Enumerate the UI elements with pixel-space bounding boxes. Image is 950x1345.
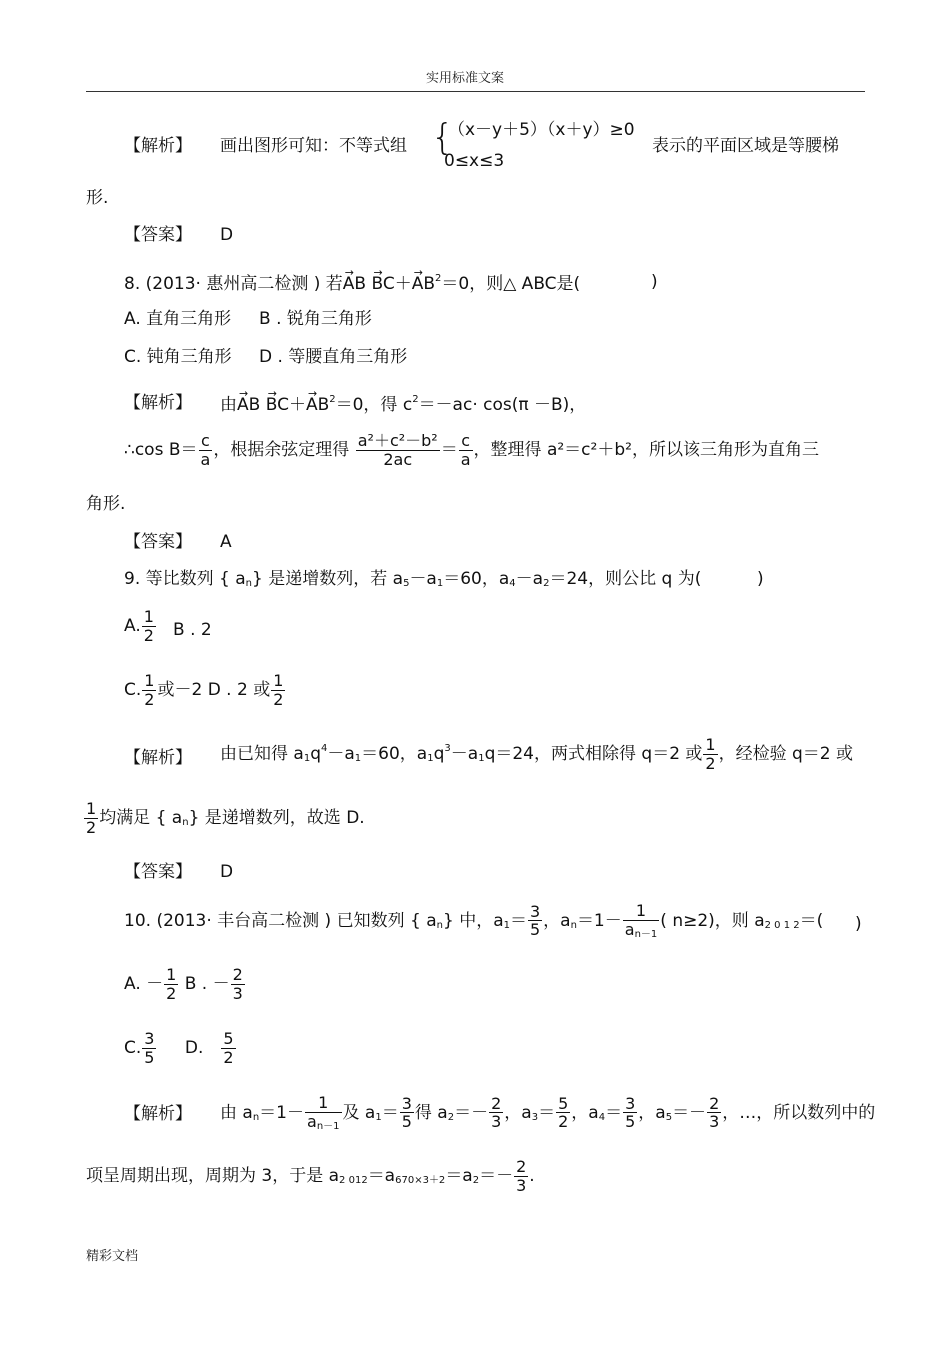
q10-option-d: D. bbox=[184, 1038, 204, 1059]
q9-a2-frac-num: 1 bbox=[86, 799, 97, 818]
q9-a1-m2: －a bbox=[450, 744, 479, 765]
q9-stem-a1: －a bbox=[409, 569, 437, 589]
q10-a2-sub2012: 2 012 bbox=[339, 1175, 368, 1187]
q10-ob-frac bbox=[231, 966, 245, 1002]
q8-cosine-fraction bbox=[356, 432, 440, 468]
q10-a1-f52-den: 2 bbox=[558, 1112, 569, 1132]
q9-paren-close: ) bbox=[757, 569, 764, 589]
q8-vector-ab2: → AB bbox=[412, 276, 435, 293]
q8-stem-prefix: 8. (2013· 惠州高二检测 ) 若 bbox=[124, 274, 343, 294]
q9-sub-1: 1 bbox=[436, 578, 444, 589]
q9-stem-60: ＝60，a bbox=[443, 569, 510, 589]
q9-a1-p3: 3 bbox=[444, 743, 451, 755]
q10-a1-sub1: 1 bbox=[375, 1111, 382, 1123]
q9-a2-tail: 均满足 { a bbox=[99, 808, 183, 829]
q10-stem-cond: ( n≥2)，则 a bbox=[660, 910, 765, 931]
q9-option-a: A. bbox=[124, 616, 141, 637]
q8-a1-plus: ＋ bbox=[288, 395, 306, 415]
q9-a1-pre: 由已知得 a bbox=[220, 744, 304, 765]
q8-cosine-num: a²＋c²－b² bbox=[357, 431, 438, 450]
q10-a2-end: ＝－ bbox=[479, 1166, 514, 1187]
q10-a2-mid: ＝a bbox=[367, 1166, 396, 1187]
q8-paren-close: ) bbox=[651, 272, 658, 292]
q10-a1-pre: 由 a bbox=[220, 1102, 253, 1123]
q7-answer-label: 【答案】 bbox=[124, 225, 192, 245]
q9-answer-label: 【答案】 bbox=[124, 862, 192, 882]
q10-a1-eq3: ＝ bbox=[538, 1102, 556, 1123]
q10-a1-sub4: 4 bbox=[598, 1111, 606, 1123]
q8-analysis-line2 bbox=[124, 432, 819, 468]
q9-a1-q3: q bbox=[433, 744, 445, 765]
q8-frac-num: c bbox=[199, 432, 213, 451]
q9-a1-frac-num: 1 bbox=[705, 735, 716, 754]
q8-a1-square: 2 bbox=[329, 394, 336, 405]
q9-od-num: 1 bbox=[273, 671, 284, 690]
q8-square: 2 bbox=[435, 273, 442, 284]
q9-analysis-label: 【解析】 bbox=[124, 748, 192, 768]
q9-option-d-frac bbox=[271, 672, 285, 708]
q10-sub-2012: 2 0 1 2 bbox=[764, 919, 800, 931]
q9-stem-pre: 9. 等比数列 { a bbox=[124, 569, 246, 589]
q10-a1-fr-den: $a_{n-1}$ bbox=[307, 1111, 340, 1132]
q10-frac-3-5 bbox=[528, 903, 542, 939]
q8-a1-tail: ＝－ac· cos(π －B)， bbox=[418, 395, 587, 415]
q10-sub-n: n bbox=[436, 919, 443, 931]
q8-a2-eq: ＝ bbox=[440, 440, 458, 461]
q9-option-b: B . 2 bbox=[173, 620, 212, 640]
q9-sub-4: 4 bbox=[509, 578, 516, 589]
q10-option-cd-row bbox=[124, 1030, 237, 1066]
q8-analysis-label: 【解析】 bbox=[124, 393, 192, 413]
q9-oa-den: 2 bbox=[143, 625, 154, 645]
q8-frac2-den: a bbox=[460, 449, 471, 469]
q10-stem-an: ，a bbox=[543, 910, 571, 931]
q8-stem bbox=[124, 274, 580, 293]
q10-f1-den: 5 bbox=[529, 920, 541, 940]
q9-a1-frac-den: 2 bbox=[705, 753, 716, 773]
q10-a2-frac-2-3 bbox=[514, 1158, 528, 1194]
q9-a1-q: q＝24，两式相除得 q＝2 或 bbox=[484, 744, 703, 765]
q10-stem-eq: ＝ bbox=[509, 910, 527, 931]
q7-system-line1: （x－y＋5）（x＋y）≥0 bbox=[448, 120, 635, 140]
q10-a1-get: 得 a bbox=[414, 1102, 448, 1123]
q10-option-a: A. － bbox=[124, 974, 164, 995]
q10-option-ab-row bbox=[124, 966, 246, 1002]
q10-analysis-line1 bbox=[220, 1094, 875, 1132]
q10-f2-den-sub: n－1 bbox=[634, 928, 658, 940]
q9-a2-frac-den: 2 bbox=[86, 817, 97, 837]
q9-analysis-line2 bbox=[86, 800, 365, 836]
q9-oc-num: 1 bbox=[144, 671, 155, 690]
q8-option-a: A. 直角三角形 bbox=[124, 309, 232, 329]
q9-stem-tail: ＝24，则公比 q 为( bbox=[549, 569, 702, 589]
q10-analysis-line2: 项呈周期出现，周期为 3，于是 $a_{2 012}=a_{670\times 3+2}=a_2=-$ $\frac{2}{3}$ . bbox=[86, 1157, 535, 1195]
q9-stem-mid: } 是递增数列，若 a bbox=[252, 569, 404, 589]
q8-option-c: C. 钝角三角形 bbox=[124, 347, 232, 367]
q10-sub-1: 1 bbox=[503, 919, 510, 931]
q9-a1-60: ＝60，a bbox=[361, 744, 428, 765]
q8-a1-c-square: 2 bbox=[412, 394, 419, 405]
q10-a1-sub3: 3 bbox=[531, 1111, 539, 1123]
q10-a1-a5: ，a bbox=[638, 1102, 666, 1123]
q8-option-d: D . 等腰直角三角形 bbox=[259, 347, 408, 367]
q9-oa-num: 1 bbox=[143, 607, 154, 626]
q10-sub-n2: n bbox=[570, 919, 577, 931]
q10-a1-frac-2-3b bbox=[707, 1095, 721, 1131]
q9-a1-p4: 4 bbox=[321, 743, 328, 755]
q8-a2-tail: ，整理得 a²＝c²＋b²，所以该三角形为直角三 bbox=[473, 440, 819, 461]
q8-a2-mid: ，根据余弦定理得 bbox=[213, 440, 350, 461]
q7-analysis-text: 画出图形可知：不等式组 bbox=[220, 136, 407, 156]
q10-a1-frac-2-3 bbox=[489, 1095, 503, 1131]
q10-analysis-label: 【解析】 bbox=[124, 1104, 192, 1124]
q7-analysis-tail: 表示的平面区域是等腰梯 bbox=[652, 136, 839, 156]
q10-option-b: B . － bbox=[184, 974, 230, 995]
q10-a2-eq: ＝a bbox=[445, 1166, 473, 1187]
q10-f2-den: $a_{n-1}$ bbox=[624, 919, 658, 940]
q9-option-a-frac bbox=[142, 608, 156, 644]
q10-a2-sub-expr: 670×3＋2 bbox=[395, 1175, 446, 1187]
q9-a2-sub-n: n bbox=[182, 817, 189, 829]
q10-oa-frac bbox=[164, 966, 178, 1002]
q10-stem bbox=[124, 902, 823, 940]
q10-a1-frac-3-5 bbox=[400, 1095, 414, 1131]
q9-a1-tail: ，经检验 q＝2 或 bbox=[718, 744, 854, 765]
q10-oa-num: 1 bbox=[166, 965, 177, 984]
q10-ob-den: 3 bbox=[232, 983, 243, 1003]
q8-answer: A bbox=[220, 532, 232, 552]
q10-a1-eq5: ＝－ bbox=[672, 1102, 707, 1123]
q9-option-cd-row bbox=[124, 672, 286, 708]
q8-a1-vector-ab: → AB bbox=[237, 397, 260, 414]
q10-f1-num: 3 bbox=[529, 901, 541, 921]
q10-oc-frac bbox=[142, 1030, 156, 1066]
q8-frac-den: a bbox=[200, 449, 211, 469]
page-footer-text: 精彩文档 bbox=[86, 1249, 139, 1264]
q10-a2-f-num: 2 bbox=[516, 1157, 527, 1176]
q7-answer: D bbox=[220, 225, 234, 245]
q7-analysis-label: 【解析】 bbox=[124, 136, 192, 156]
q10-a1-a4: ，a bbox=[571, 1102, 599, 1123]
q10-a1-a2v: ＝－ bbox=[454, 1102, 489, 1123]
q10-a1-f23b-den: 3 bbox=[709, 1112, 720, 1132]
q10-oc-num: 3 bbox=[144, 1029, 155, 1048]
q9-a2-end: } 是递增数列，故选 D. bbox=[188, 808, 365, 829]
q8-stem-tail: ＝0，则△ ABC是( bbox=[441, 274, 581, 294]
page-header-title: 实用标准文案 bbox=[426, 71, 505, 86]
q9-a1-sub1: 1 bbox=[303, 753, 311, 765]
q10-a1-f23b-num: 2 bbox=[709, 1093, 720, 1113]
q8-option-b: B . 锐角三角形 bbox=[259, 309, 372, 329]
q10-stem-mid: } 中，a bbox=[442, 910, 504, 931]
q10-a1-f35-num: 3 bbox=[401, 1093, 412, 1113]
q10-stem-tail: ＝( bbox=[799, 910, 824, 931]
q8-a2-pre: ∴cos B＝ bbox=[124, 440, 198, 461]
q10-a1-f35b-den: 5 bbox=[625, 1112, 636, 1132]
q9-option-c-frac bbox=[142, 672, 156, 708]
q10-a1-sub5: 5 bbox=[665, 1111, 673, 1123]
q8-frac-c-over-a-2 bbox=[459, 432, 473, 468]
q10-oa-den: 2 bbox=[166, 983, 177, 1003]
q10-a1-sub-n: n bbox=[252, 1111, 260, 1123]
q8-a1-mid: ＝0，得 c bbox=[335, 395, 413, 415]
q10-oc-den: 5 bbox=[144, 1047, 155, 1067]
q9-option-c: C. bbox=[124, 680, 142, 701]
q9-option-a-row bbox=[124, 608, 157, 644]
q8-cosine-den: 2ac bbox=[383, 449, 413, 469]
q9-a1-q4: q bbox=[310, 744, 321, 765]
q7-analysis-cont: 形. bbox=[86, 188, 109, 208]
q10-stem-an-eq: ＝1－ bbox=[576, 910, 622, 931]
q10-od-num: 5 bbox=[223, 1029, 234, 1048]
q10-ob-num: 2 bbox=[232, 965, 243, 984]
q9-oc-den: 2 bbox=[144, 689, 155, 709]
q10-a1-sub2: 2 bbox=[447, 1111, 455, 1123]
q9-stem bbox=[124, 571, 701, 589]
q10-a1-a3: ，a bbox=[504, 1102, 532, 1123]
q10-od-den: 2 bbox=[223, 1047, 234, 1067]
q10-frac-recip bbox=[623, 902, 660, 940]
q10-a1-eq4: ＝ bbox=[605, 1102, 623, 1123]
q7-system-line2: 0≤x≤3 bbox=[444, 151, 505, 171]
q8-frac2-num: c bbox=[459, 432, 473, 451]
q9-a1-sub1c: 1 bbox=[427, 753, 434, 765]
q10-a1-f52-num: 5 bbox=[558, 1093, 569, 1113]
q10-a1-fr-num: 1 bbox=[305, 1094, 342, 1113]
q10-a1-eq2: ＝ bbox=[381, 1102, 399, 1123]
q10-a1-frac-recip bbox=[305, 1094, 342, 1132]
q10-f2-num: 1 bbox=[623, 902, 660, 921]
q10-option-c: C. bbox=[124, 1038, 142, 1059]
header-rule bbox=[86, 91, 865, 92]
q9-a1-sub1b: 1 bbox=[354, 753, 362, 765]
q10-a1-frac-5-2 bbox=[556, 1095, 570, 1131]
q8-a1-pre: 由 bbox=[220, 395, 237, 415]
q8-vector-bc: → BC bbox=[371, 276, 394, 293]
q9-a2-frac bbox=[84, 800, 98, 836]
q8-frac-c-over-a bbox=[199, 432, 213, 468]
q10-a1-f35-den: 5 bbox=[401, 1112, 412, 1132]
q10-a1-f23-den: 3 bbox=[491, 1112, 502, 1132]
q10-a2-pre: 项呈周期出现，周期为 3，于是 a bbox=[86, 1166, 340, 1187]
q8-answer-label: 【答案】 bbox=[124, 532, 192, 552]
q8-analysis-line1 bbox=[220, 395, 586, 414]
q10-a1-f23-num: 2 bbox=[491, 1093, 502, 1113]
q10-a2-f-den: 3 bbox=[516, 1175, 527, 1195]
q10-od-frac bbox=[221, 1030, 235, 1066]
q10-a1-fr-den-sub: n－1 bbox=[316, 1120, 340, 1132]
q9-stem-a2: －a bbox=[515, 569, 544, 589]
q10-stem-pre: 10. (2013· 丰台高二检测 ) 已知数列 { a bbox=[124, 910, 437, 931]
q8-vector-ab: → AB bbox=[343, 276, 366, 293]
q9-od-den: 2 bbox=[273, 689, 284, 709]
q9-analysis-line1 bbox=[220, 736, 853, 772]
q9-option-c-tail: 或－2 D . 2 或 bbox=[157, 680, 271, 701]
q9-sub-5: 5 bbox=[403, 578, 410, 589]
q8-stem-plus: ＋ bbox=[394, 274, 412, 294]
q10-a1-and: 及 a bbox=[342, 1102, 376, 1123]
q8-analysis-line3: 角形. bbox=[86, 494, 126, 514]
q10-a1-tail: ，…，所以数列中的 bbox=[722, 1102, 876, 1123]
q10-a2-sub2: 2 bbox=[472, 1175, 480, 1187]
q9-sub-2: 2 bbox=[543, 578, 550, 589]
q9-a1-sub1d: 1 bbox=[478, 753, 485, 765]
q9-a1-frac bbox=[703, 736, 717, 772]
q7-system-brace: { bbox=[431, 117, 454, 158]
q9-sub-n: n bbox=[245, 578, 253, 589]
q10-a1-eq: ＝1－ bbox=[259, 1102, 304, 1123]
q8-a1-vector-bc: → BC bbox=[266, 397, 289, 414]
q9-answer: D bbox=[220, 862, 234, 882]
q9-a1-m: －a bbox=[327, 744, 355, 765]
q10-paren-close: ) bbox=[855, 914, 862, 934]
q8-a1-vector-ab2: → AB bbox=[306, 397, 329, 414]
q10-a1-frac-3-5b bbox=[623, 1095, 637, 1131]
q10-a1-f35b-num: 3 bbox=[625, 1093, 636, 1113]
